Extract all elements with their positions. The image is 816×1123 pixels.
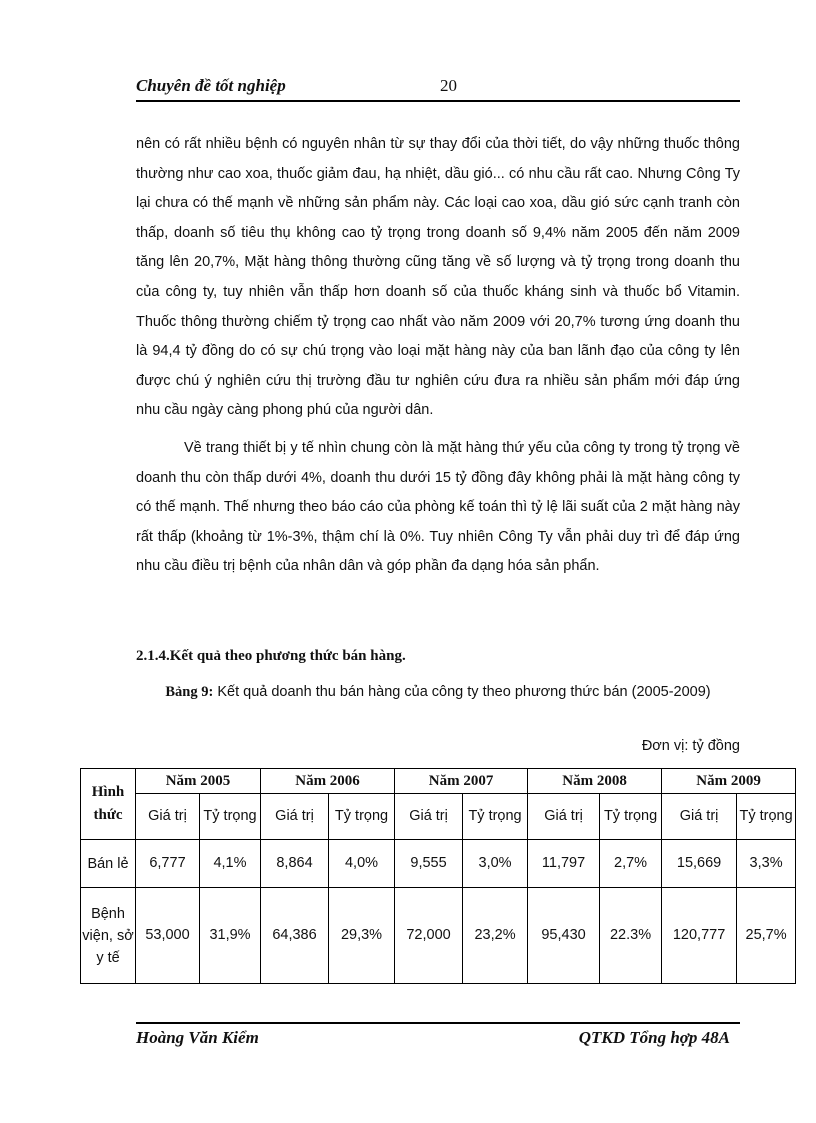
table-cell: 9,555 [395,840,463,888]
year-header: Năm 2009 [662,769,796,794]
footer-author: Hoàng Văn Kiểm [136,1028,259,1047]
value-header: Giá trị [395,794,463,840]
table-row [81,840,796,888]
table-cell: 120,777 [662,888,737,984]
page-footer [136,1022,740,1050]
table-row [81,888,796,984]
table-cell: 11,797 [528,840,600,888]
table-cell: 72,000 [395,888,463,984]
sub-header-row [81,794,796,840]
value-header: Giá trị [261,794,329,840]
year-header: Năm 2006 [261,769,395,794]
page-number: 20 [440,76,457,95]
table-cell: 3,0% [463,840,528,888]
header-title: Chuyên đề tốt nghiệp [136,76,286,95]
table-cell: 53,000 [136,888,200,984]
sales-table [80,768,796,984]
value-header: Giá trị [662,794,737,840]
table-caption [136,678,740,707]
year-header: Năm 2005 [136,769,261,794]
paragraph-2: Về trang thiết bị y tế nhìn chung còn là mặt hàng thứ yếu của công ty trong tỷ trọng về doanh thu còn thấp dưới 4%, doanh thu dưới 15 tỷ đồng đây không phải là mặt hàng công ty có thế mạnh. Thế nhưng theo báo cáo của phòng kế toán thì tỷ lệ lãi suất của 2 mặt hàng này rất thấp (khoảng từ 1%-3%, thậm chí là 0%. Tuy nhiên Công Ty vẫn phải duy trì để đáp ứng nhu cầu điều trị bệnh của nhân dân và góp phần đa dạng hóa sản phẩn. [136,439,740,575]
table-cell: 8,864 [261,840,329,888]
share-header: Tỷ trọng [200,794,261,840]
year-header: Năm 2007 [395,769,528,794]
table-caption-text: Kết quả doanh thu bán hàng của công ty theo phương thức bán (2005-2009) [213,684,711,700]
share-header: Tỷ trọng [737,794,796,840]
table-cell: 25,7% [737,888,796,984]
share-header: Tỷ trọng [600,794,662,840]
share-header: Tỷ trọng [329,794,395,840]
value-header: Giá trị [136,794,200,840]
body-text [136,130,740,582]
year-header: Năm 2008 [528,769,662,794]
table-cell: 64,386 [261,888,329,984]
share-header: Tỷ trọng [463,794,528,840]
table-cell: 3,3% [737,840,796,888]
table-cell: 31,9% [200,888,261,984]
section-heading: 2.1.4.Kết quả theo phương thức bán hàng. [136,648,406,664]
table-cell: 95,430 [528,888,600,984]
form-column-header: Hình thức [81,769,136,840]
paragraph-1: nên có rất nhiều bệnh có nguyên nhân từ sự thay đổi của thời tiết, do vậy những thuốc thông thường như cao xoa, thuốc giảm đau, hạ nhiệt, dầu gió... có nhu cầu rất cao. Nhưng Công Ty lại chưa có thế mạnh về những sản phẩm này. Các loại cao xoa, dầu gió sức cạnh tranh còn thấp, doanh số tiêu thụ không cao tỷ trọng trong doanh số 9,4% năm 2005 đến năm 2009 tăng lên 20,7%, Mặt hàng thông thường cũng tăng về số lượng và tỷ trọng trong doanh thu của công ty, tuy nhiên vẫn thấp hơn doanh số của thuốc kháng sinh và thuốc bổ Vitamin. Thuốc thông thường chiếm tỷ trọng cao nhất vào năm 2009 với 20,7% tương ứng doanh thu là 94,4 tỷ đồng do có sự chú trọng vào loại mặt hàng này của ban lãnh đạo của công ty lên được chú ý nghiên cứu thị trường đầu tư nghiên cứu đưa ra nhiều sản phẩm mới đáp ứng nhu cầu ngày càng phong phú của người dân. [136,136,740,419]
unit-note: Đơn vị: tỷ đồng [641,738,740,754]
table-cell: 29,3% [329,888,395,984]
table-cell: 2,7% [600,840,662,888]
table-cell: 22.3% [600,888,662,984]
year-header-row [81,769,796,794]
table-cell: 23,2% [463,888,528,984]
table-cell: 15,669 [662,840,737,888]
table-cell: 4,0% [329,840,395,888]
row-label: Bệnh viện, sở y tế [81,888,136,984]
row-label: Bán lẻ [81,840,136,888]
value-header: Giá trị [528,794,600,840]
footer-class: QTKD Tổng hợp 48A [578,1028,730,1047]
page-header [136,76,740,102]
table-cell: 6,777 [136,840,200,888]
table-cell: 4,1% [200,840,261,888]
table-caption-label: Bảng 9: [165,684,214,700]
